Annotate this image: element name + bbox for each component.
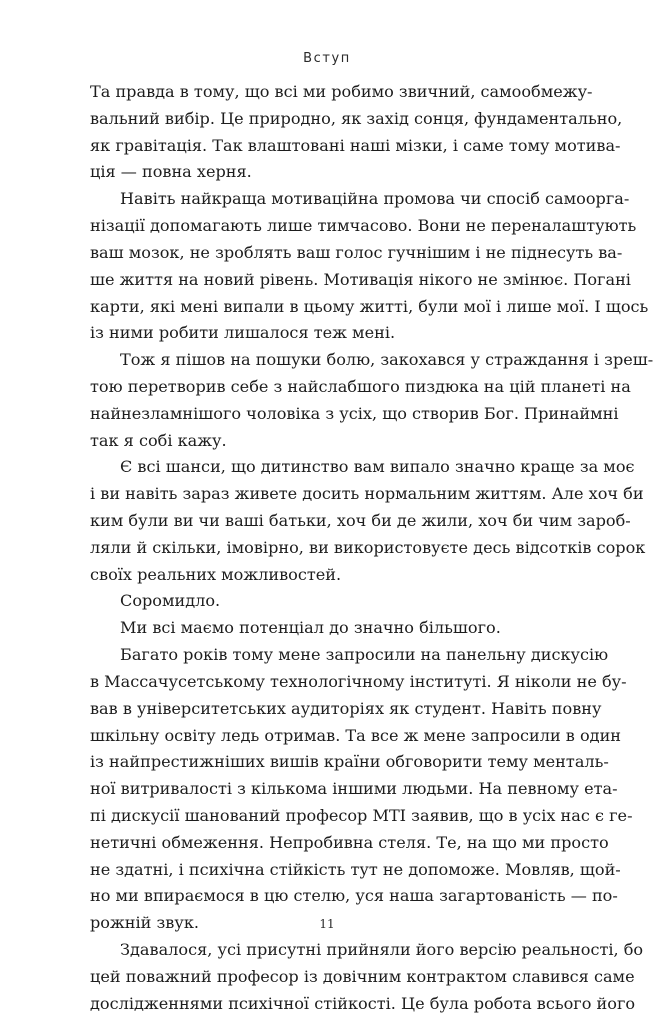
text-line: Є всі шанси, що дитинство вам випало значно краще за моє [120,457,635,477]
text-line: Ми всі маємо потенціал до значно більшого. [120,618,501,638]
text-line: із найпрестижніших вишів країни обговорити тему менталь- [90,752,609,772]
text-line: не здатні, і психічна стійкість тут не допоможе. Мовляв, щой- [90,859,621,879]
text-line: ляли й скільки, імовірно, ви використовуєте десь відсотків сорок [90,537,646,557]
text-line: і ви навіть зараз живете досить нормальним життям. Але хоч би [90,484,644,504]
text-line: цей поважний професор із довічним контрактом славився саме [90,966,635,986]
text-line: нізації допомагають лише тимчасово. Вони не переналаштують [90,216,637,236]
text-line: пі дискусії шанований професор MTI заявив, що в усіх нас є ге- [90,805,633,825]
text-line: як гравітація. Так влаштовані наші мізки, і саме тому мотива- [90,135,621,155]
text-line: найнезламнішого чоловіка з усіх, що створив Бог. Принаймні [90,403,619,423]
text-line: так я собі кажу. [90,430,227,450]
text-line: Навіть найкраща мотиваційна промова чи спосіб самоорга- [120,189,630,209]
body-text [90,79,654,1017]
text-line: Здавалося, усі присутні прийняли його версію реальності, бо [120,940,644,959]
text-line: рожній звук. [90,913,199,933]
text-line: в Массачусетському технологічному інституті. Я ніколи не бу- [90,671,627,691]
text-line: тою перетворив себе з найслабшого пиздюка на цій планеті на [90,376,631,396]
running-head: Вступ [303,51,351,66]
text-line: карти, які мені випали в цьому житті, були мої і лише мої. І щось [90,296,649,316]
text-line: Та правда в тому, що всі ми робимо звичний, самообмежу- [90,82,593,101]
text-line: вав в університетських аудиторіях як студент. Навіть повну [90,698,602,718]
text-line: Соромидло. [120,591,221,611]
text-line: із ними робити лишалося теж мені. [90,323,396,343]
text-line: ше життя на новий рівень. Мотивація нікого не змінює. Погані [90,269,631,289]
page-number: 11 [319,917,335,931]
text-line: Багато років тому мене запросили на панельну дискусію [120,645,609,665]
text-line: дослідженнями психічної стійкості. Це була робота всього його [90,993,636,1013]
text-line: нетичні обмеження. Непробивна стеля. Те, на що ми просто [90,832,609,852]
text-line: Тож я пішов на пошуки болю, закохався у страждання і зреш- [120,350,654,370]
text-line: но ми впираємося в цю стелю, уся наша загартованість — по- [90,886,618,906]
text-line: своїх реальних можливостей. [90,564,342,584]
text-line: шкільну освіту ледь отримав. Та все ж мене запросили в один [90,725,622,745]
text-line: ваш мозок, не зроблять ваш голос гучнішим і не піднесуть ва- [90,242,623,262]
text-line: вальний вибір. Це природно, як захід сонця, фундаментально, [90,108,623,128]
text-line: ція — повна херня. [90,162,252,182]
text-line: ким були ви чи ваші батьки, хоч би де жили, хоч би чим зароб- [90,511,631,530]
text-line: ної витривалості з кількома іншими людьми. На певному ета- [90,779,618,799]
